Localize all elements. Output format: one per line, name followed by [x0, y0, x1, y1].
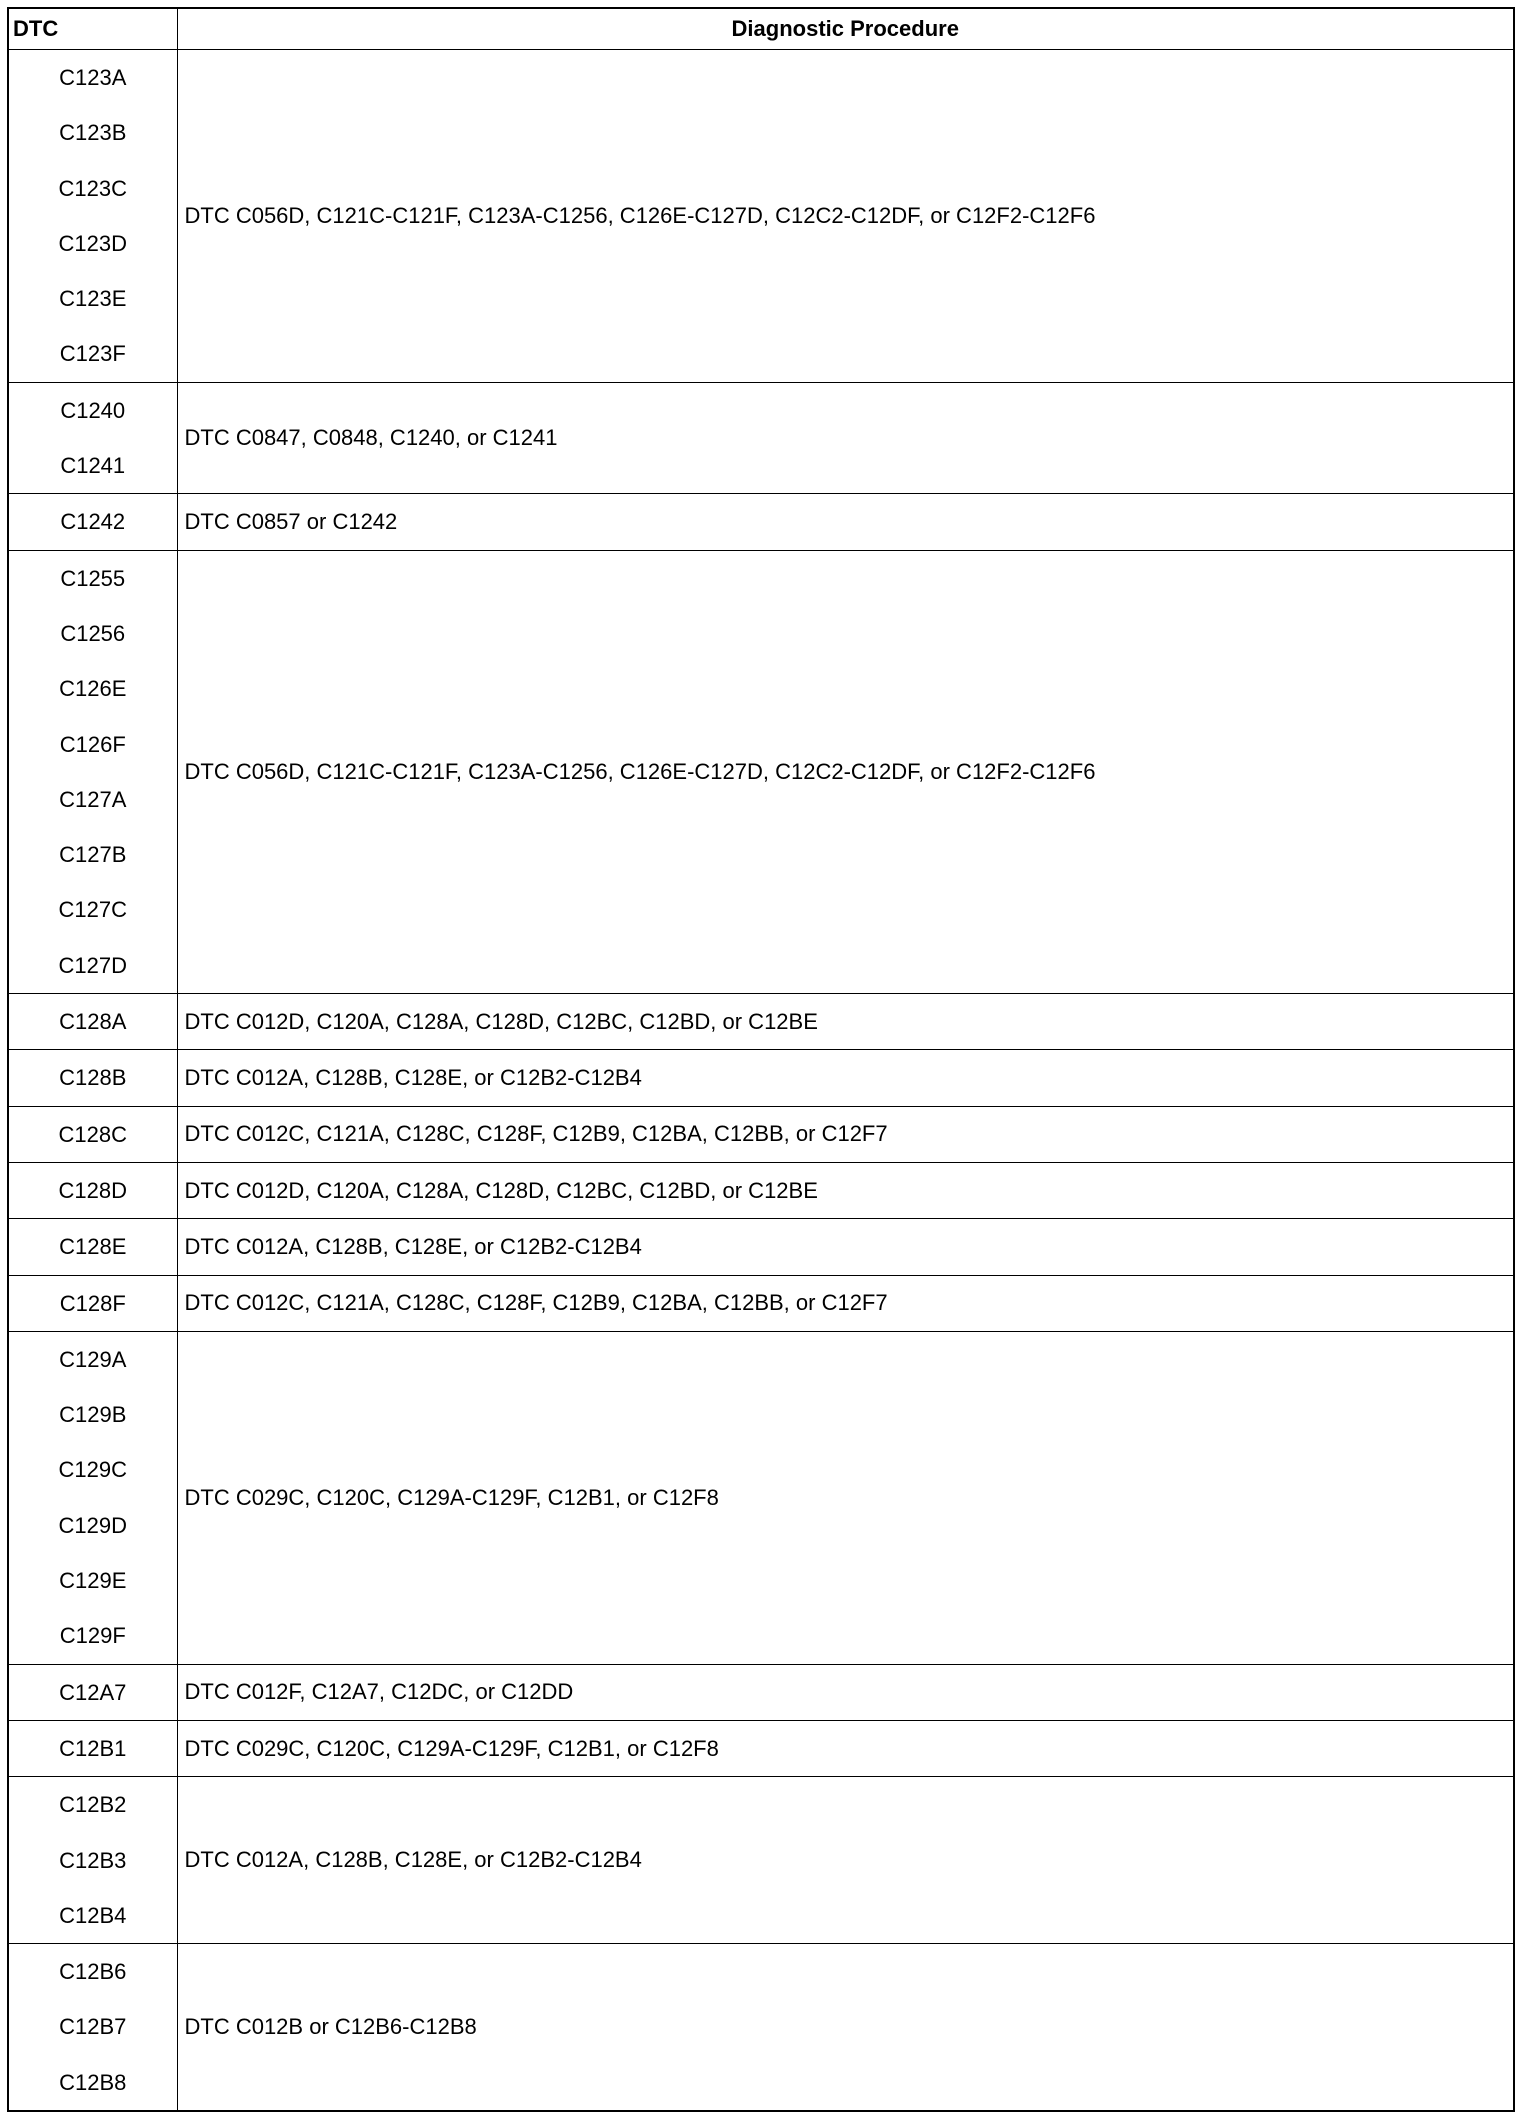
dtc-code: C12B8	[59, 2069, 127, 2095]
dtc-code: C1242	[60, 509, 126, 535]
dtc-code: C126E	[59, 676, 127, 702]
dtc-codes-cell	[8, 1275, 177, 1331]
dtc-code: C1240	[60, 397, 126, 423]
table-row	[8, 382, 1514, 494]
table-row	[8, 1777, 1514, 1944]
dtc-code: C127C	[58, 897, 127, 923]
dtc-code: C128B	[59, 1065, 127, 1091]
table-row	[8, 1050, 1514, 1106]
dtc-code: C12B6	[59, 1959, 127, 1985]
diagnostic-procedure-cell: DTC C0857 or C1242	[177, 494, 1514, 550]
dtc-code: C128E	[59, 1234, 127, 1260]
dtc-code: C123C	[58, 175, 127, 201]
dtc-code: C128D	[58, 1177, 127, 1203]
dtc-code: C1241	[60, 453, 126, 479]
diagnostic-procedure-cell: DTC C056D, C121C-C121F, C123A-C1256, C126E-C127D, C12C2-C12DF, or C12F2-C12F6	[177, 50, 1514, 383]
table-row	[8, 1331, 1514, 1664]
dtc-code: C123B	[59, 120, 127, 146]
dtc-codes-cell	[8, 382, 177, 494]
diagnostic-procedure-cell: DTC C012A, C128B, C128E, or C12B2-C12B4	[177, 1219, 1514, 1275]
table-row	[8, 994, 1514, 1050]
dtc-codes-cell	[8, 1331, 177, 1664]
header-diagnostic-procedure: Diagnostic Procedure	[177, 8, 1514, 50]
dtc-code: C12B3	[59, 1847, 127, 1873]
dtc-code: C123F	[59, 341, 126, 367]
dtc-code: C127B	[59, 842, 127, 868]
dtc-code: C129A	[59, 1346, 127, 1372]
dtc-code: C128C	[58, 1121, 127, 1147]
table-row	[8, 1720, 1514, 1776]
dtc-code: C129B	[59, 1402, 127, 1428]
dtc-codes-cell	[8, 1777, 177, 1944]
table-body	[8, 50, 1514, 2111]
dtc-codes-cell	[8, 1720, 177, 1776]
dtc-code: C127A	[59, 786, 127, 812]
dtc-code: C129E	[59, 1568, 127, 1594]
dtc-codes-cell	[8, 1944, 177, 2111]
table-row	[8, 1106, 1514, 1162]
dtc-code: C129C	[58, 1457, 127, 1483]
table-row	[8, 1219, 1514, 1275]
dtc-codes-cell	[8, 1219, 177, 1275]
dtc-code: C123A	[59, 65, 127, 90]
dtc-codes-cell	[8, 50, 177, 383]
table-row	[8, 550, 1514, 993]
header-dtc: DTC	[8, 8, 177, 50]
table-row	[8, 1162, 1514, 1218]
dtc-code: C127D	[58, 952, 127, 978]
dtc-codes-cell	[8, 1664, 177, 1720]
dtc-table	[7, 7, 1515, 2112]
diagnostic-procedure-cell: DTC C0847, C0848, C1240, or C1241	[177, 382, 1514, 494]
dtc-code: C12B4	[59, 1902, 127, 1928]
dtc-codes-cell	[8, 494, 177, 550]
table-row	[8, 1944, 1514, 2111]
diagnostic-procedure-cell: DTC C029C, C120C, C129A-C129F, C12B1, or C12F8	[177, 1720, 1514, 1776]
diagnostic-procedure-cell: DTC C029C, C120C, C129A-C129F, C12B1, or C12F8	[177, 1331, 1514, 1664]
dtc-code: C1256	[60, 620, 126, 646]
dtc-code: C12A7	[59, 1679, 127, 1705]
dtc-code: C1255	[60, 565, 126, 591]
dtc-code: C12B7	[59, 2014, 127, 2040]
dtc-code: C12B1	[59, 1735, 127, 1761]
diagnostic-procedure-cell: DTC C012A, C128B, C128E, or C12B2-C12B4	[177, 1050, 1514, 1106]
diagnostic-procedure-cell: DTC C012B or C12B6-C12B8	[177, 1944, 1514, 2111]
diagnostic-procedure-cell: DTC C056D, C121C-C121F, C123A-C1256, C126E-C127D, C12C2-C12DF, or C12F2-C12F6	[177, 550, 1514, 993]
dtc-code: C12B2	[59, 1792, 127, 1818]
dtc-code: C123E	[59, 286, 127, 312]
table-row	[8, 1275, 1514, 1331]
diagnostic-procedure-cell: DTC C012C, C121A, C128C, C128F, C12B9, C12BA, C12BB, or C12F7	[177, 1275, 1514, 1331]
dtc-codes-cell	[8, 994, 177, 1050]
dtc-codes-cell	[8, 1050, 177, 1106]
dtc-code: C129F	[59, 1623, 126, 1649]
dtc-codes-cell	[8, 1106, 177, 1162]
dtc-codes-cell	[8, 1162, 177, 1218]
diagnostic-procedure-cell: DTC C012D, C120A, C128A, C128D, C12BC, C12BD, or C12BE	[177, 994, 1514, 1050]
table-header	[8, 8, 1514, 50]
dtc-code: C126F	[59, 731, 126, 757]
diagnostic-procedure-cell: DTC C012F, C12A7, C12DC, or C12DD	[177, 1664, 1514, 1720]
header-row	[8, 8, 1514, 50]
dtc-code: C123D	[58, 230, 127, 256]
dtc-code: C128A	[59, 1009, 127, 1035]
dtc-codes-cell	[8, 550, 177, 993]
diagnostic-procedure-cell: DTC C012D, C120A, C128A, C128D, C12BC, C12BD, or C12BE	[177, 1162, 1514, 1218]
table-row	[8, 1664, 1514, 1720]
table-row	[8, 50, 1514, 383]
dtc-code: C129D	[58, 1512, 127, 1538]
diagnostic-procedure-cell: DTC C012C, C121A, C128C, C128F, C12B9, C12BA, C12BB, or C12F7	[177, 1106, 1514, 1162]
dtc-code: C128F	[59, 1290, 126, 1316]
diagnostic-procedure-cell: DTC C012A, C128B, C128E, or C12B2-C12B4	[177, 1777, 1514, 1944]
table-row	[8, 494, 1514, 550]
